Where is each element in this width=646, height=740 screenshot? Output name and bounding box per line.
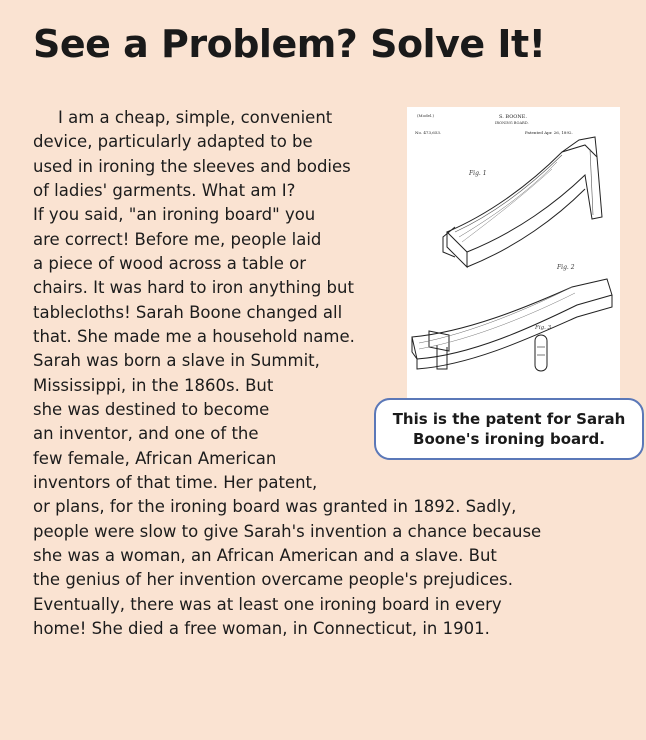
body-line: she was a woman, an African American and a slave. But bbox=[33, 546, 497, 565]
fig3-clamp-drawing bbox=[535, 335, 547, 371]
body-line: of ladies' garments. What am I? bbox=[33, 181, 296, 200]
body-line: Mississippi, in the 1860s. But bbox=[33, 376, 274, 395]
patent-number: No. 473,653. bbox=[415, 130, 442, 135]
body-line: I am a cheap, simple, convenient bbox=[58, 108, 333, 127]
body-line: are correct! Before me, people laid bbox=[33, 230, 322, 249]
body-line: tablecloths! Sarah Boone changed all bbox=[33, 303, 343, 322]
fig2-board-drawing bbox=[412, 279, 612, 369]
fig1-board-drawing bbox=[443, 137, 602, 267]
body-line: home! She died a free woman, in Connecticut, in 1901. bbox=[33, 619, 490, 638]
fig1-label: Fig. 1 bbox=[469, 170, 487, 177]
patent-drawing-image bbox=[407, 107, 620, 404]
body-line: Eventually, there was at least one ironing board in every bbox=[33, 595, 502, 614]
patent-drawing-svg bbox=[407, 107, 620, 404]
body-line: Sarah was born a slave in Summit, bbox=[33, 351, 320, 370]
fig3-label: Fig. 3 bbox=[535, 325, 552, 331]
body-line: a piece of wood across a table or bbox=[33, 254, 306, 273]
patent-date: Patented Apr. 26, 1892. bbox=[525, 130, 573, 135]
body-line: inventors of that time. Her patent, bbox=[33, 473, 318, 492]
body-line: few female, African American bbox=[33, 449, 277, 468]
fig2-label: Fig. 2 bbox=[557, 264, 575, 271]
body-line: If you said, "an ironing board" you bbox=[33, 205, 316, 224]
body-line: device, particularly adapted to be bbox=[33, 132, 313, 151]
patent-model-text: (Model.) bbox=[417, 113, 435, 118]
patent-header-subtitle: IRONING BOARD. bbox=[495, 121, 529, 125]
body-line: that. She made me a household name. bbox=[33, 327, 355, 346]
patent-header-name: S. BOONE. bbox=[499, 114, 528, 120]
body-line: used in ironing the sleeves and bodies bbox=[33, 157, 351, 176]
body-line: chairs. It was hard to iron anything but bbox=[33, 278, 354, 297]
body-line: an inventor, and one of the bbox=[33, 424, 259, 443]
body-line: she was destined to become bbox=[33, 400, 270, 419]
body-line: people were slow to give Sarah's invention a chance because bbox=[33, 522, 542, 541]
body-line: the genius of her invention overcame people's prejudices. bbox=[33, 570, 513, 589]
page-title: See a Problem? Solve It! bbox=[33, 22, 546, 66]
body-line: or plans, for the ironing board was granted in 1892. Sadly, bbox=[33, 497, 517, 516]
image-caption: This is the patent for Sarah Boone's ironing board. bbox=[374, 398, 644, 460]
